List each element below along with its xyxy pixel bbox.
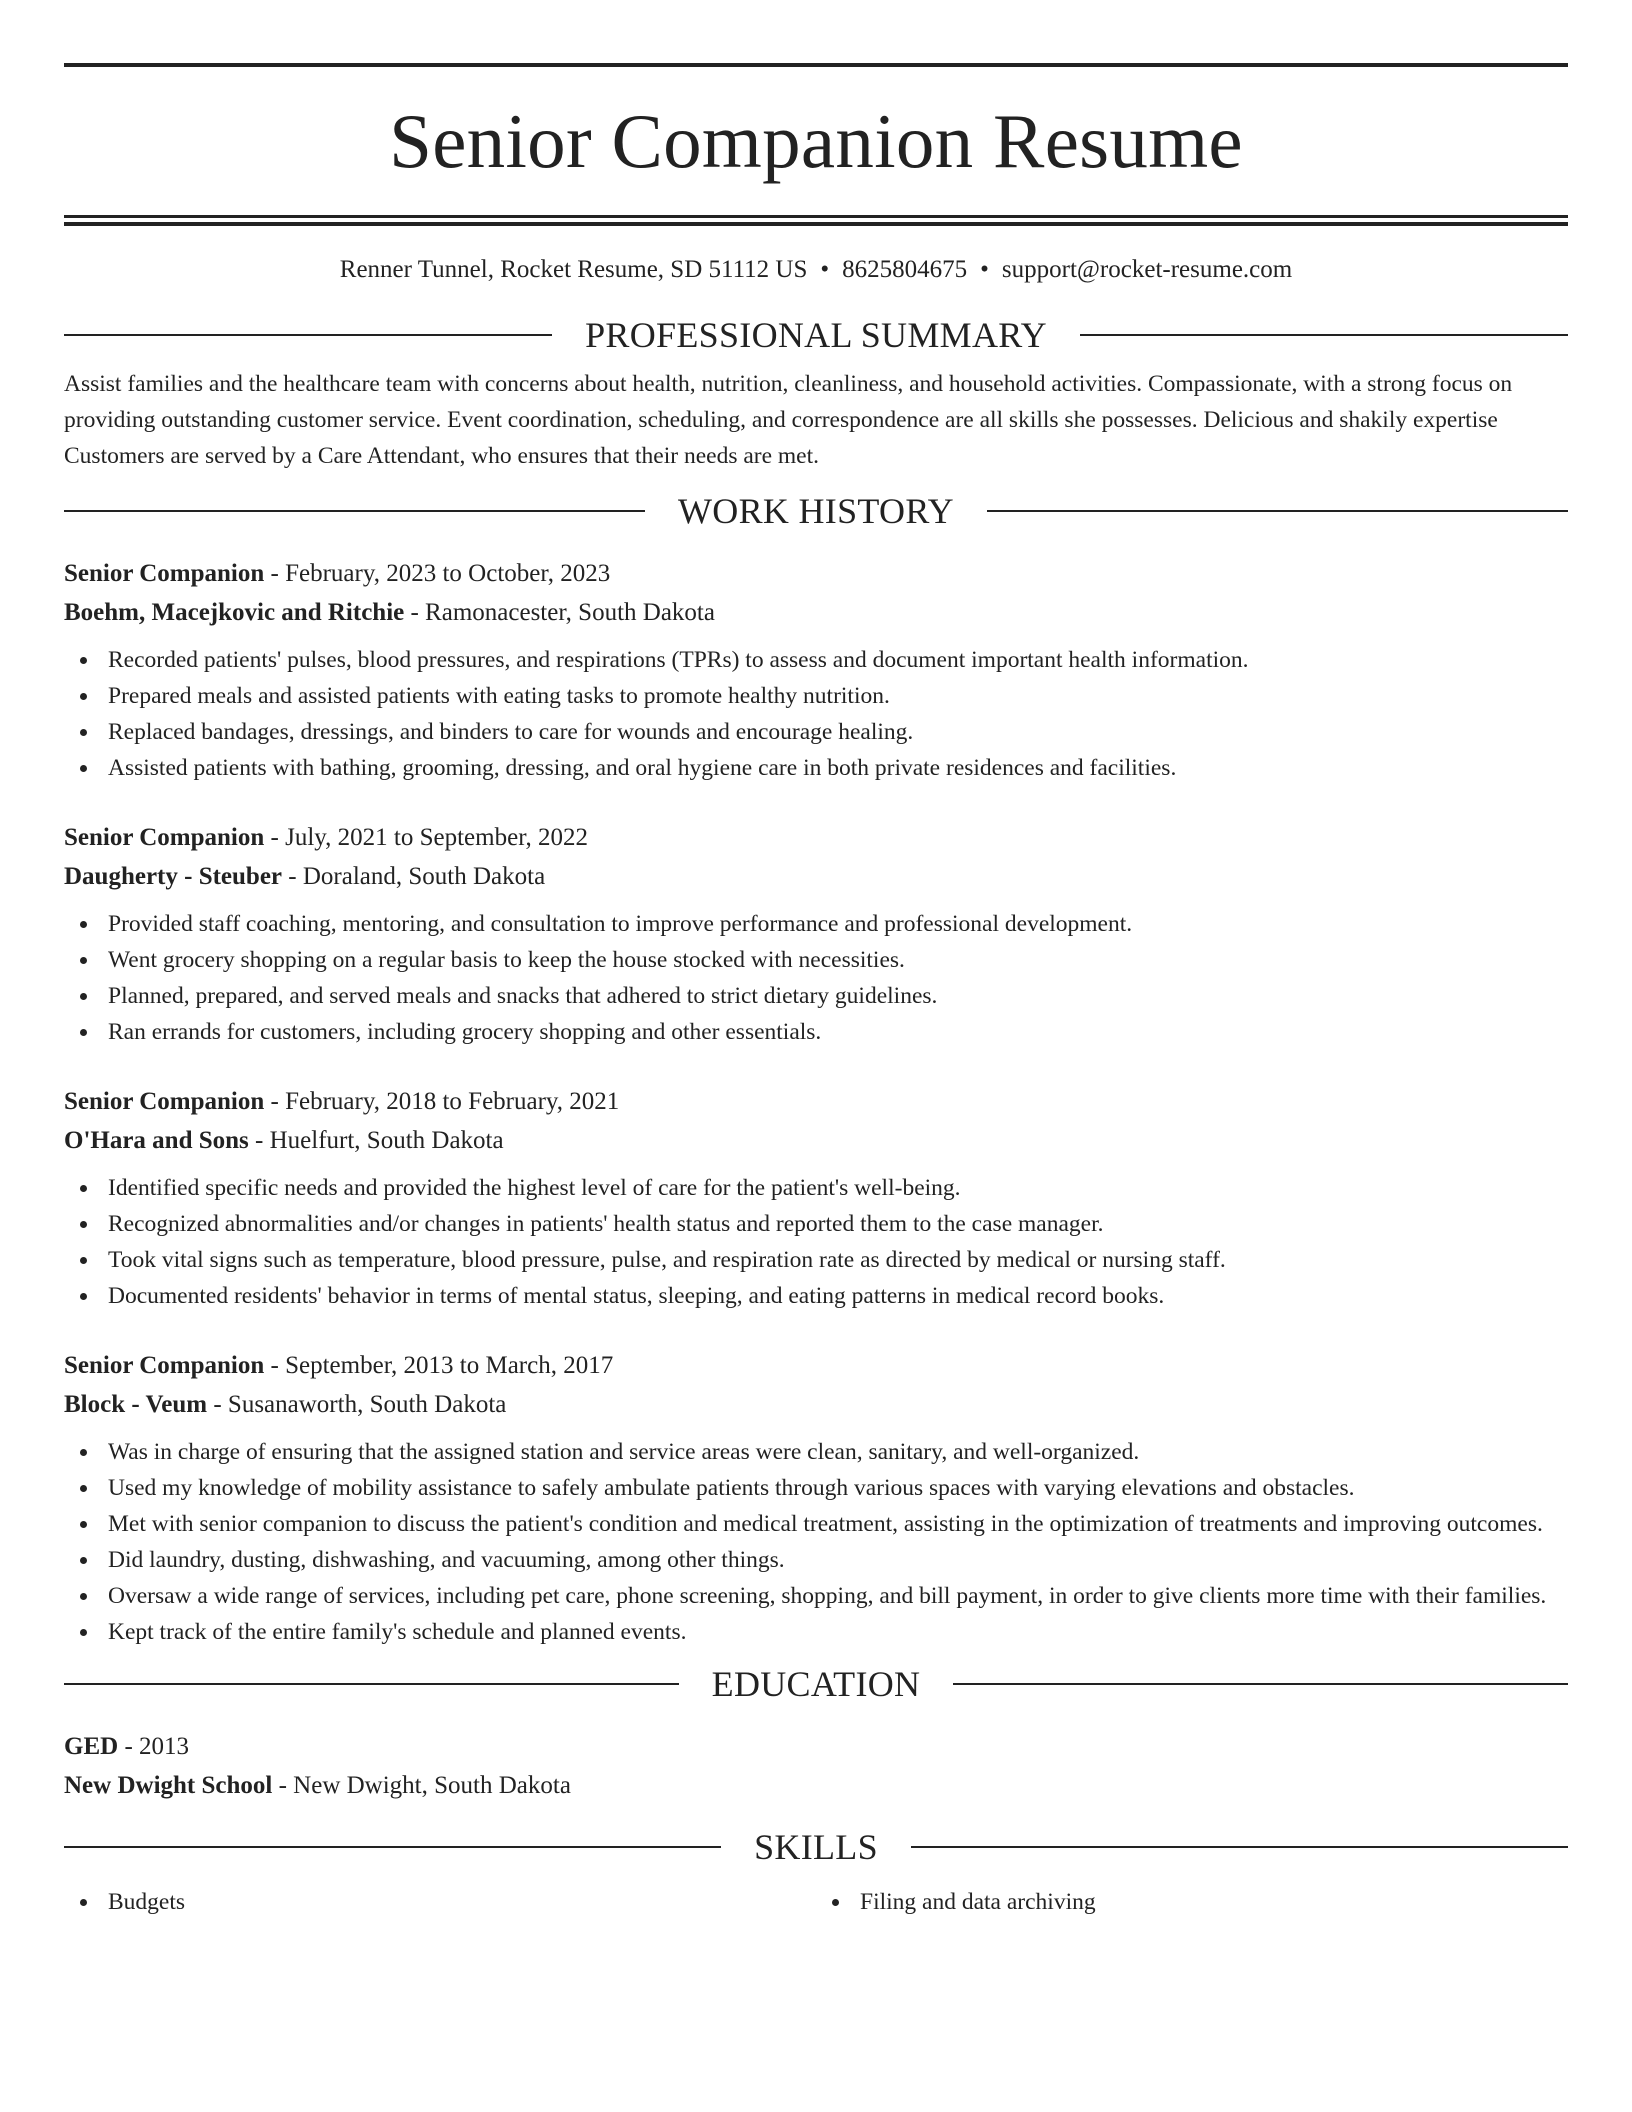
job-bullet: Recorded patients' pulses, blood pressures, and respirations (TPRs) to assess and document important health information.	[64, 642, 1568, 678]
heading-rule	[987, 510, 1568, 512]
contact-phone: 8625804675	[842, 256, 968, 283]
job-entry	[64, 1346, 1568, 1650]
job-bullets	[64, 1434, 1568, 1650]
contact-separator: •	[820, 256, 830, 283]
education-heading: EDUCATION	[711, 1664, 921, 1704]
job-location: - Ramonacester, South Dakota	[404, 599, 715, 626]
job-bullet: Planned, prepared, and served meals and snacks that adhered to strict dietary guidelines.	[64, 978, 1568, 1014]
job-bullet: Documented residents' behavior in terms of mental status, sleeping, and eating patterns in medical record books.	[64, 1278, 1568, 1314]
section-heading-skills	[64, 1826, 1568, 1868]
job-title: Senior Companion	[64, 1352, 265, 1379]
job-location: - Doraland, South Dakota	[282, 863, 546, 890]
job-entry	[64, 818, 1568, 1050]
skills-column-right	[816, 1884, 1568, 1920]
job-company: Boehm, Macejkovic and Ritchie	[64, 599, 405, 626]
job-dates: - February, 2018 to February, 2021	[264, 1088, 620, 1115]
job-title: Senior Companion	[64, 1088, 265, 1115]
job-bullet: Did laundry, dusting, dishwashing, and vacuuming, among other things.	[64, 1542, 1568, 1578]
education-school-line	[64, 1766, 1568, 1805]
heading-rule	[64, 334, 552, 336]
job-title-line	[64, 554, 1568, 593]
job-bullets	[64, 1170, 1568, 1314]
resume-title: Senior Companion Resume	[389, 98, 1243, 184]
job-company-line	[64, 857, 1568, 896]
contact-email: support@rocket-resume.com	[1001, 256, 1293, 283]
skill-item: Budgets	[64, 1884, 816, 1920]
job-bullets	[64, 642, 1568, 786]
work-heading: WORK HISTORY	[678, 491, 954, 531]
job-entry	[64, 1082, 1568, 1314]
section-heading-education	[64, 1663, 1568, 1705]
education-school: New Dwight School	[64, 1772, 273, 1799]
section-heading-work	[64, 490, 1568, 532]
job-bullet: Used my knowledge of mobility assistance to safely ambulate patients through various spaces with varying elevations and obstacles.	[64, 1470, 1568, 1506]
summary-text: Assist families and the healthcare team with concerns about health, nutrition, cleanliness, and household activities. Compassionate, with a strong focus on providing outstanding customer service. Event coordination, scheduling, and correspondence are all skills she possesses. Delicious and shakily expertise Customers are served by a Care Attendant, who ensures that their needs are met.	[64, 371, 1513, 469]
job-title-line	[64, 1082, 1568, 1121]
job-company: O'Hara and Sons	[64, 1127, 249, 1154]
skills-heading: SKILLS	[754, 1827, 878, 1867]
job-bullet: Assisted patients with bathing, grooming, dressing, and oral hygiene care in both private residences and facilities.	[64, 750, 1568, 786]
job-bullet: Identified specific needs and provided the highest level of care for the patient's well-being.	[64, 1170, 1568, 1206]
job-company: Block - Veum	[64, 1391, 208, 1418]
job-title: Senior Companion	[64, 824, 265, 851]
job-dates: - February, 2023 to October, 2023	[264, 560, 611, 587]
heading-rule	[911, 1846, 1568, 1848]
job-company-line	[64, 1121, 1568, 1160]
job-bullet: Replaced bandages, dressings, and binders to care for wounds and encourage healing.	[64, 714, 1568, 750]
job-entry	[64, 554, 1568, 786]
section-heading-summary	[64, 314, 1568, 356]
education-degree-line	[64, 1727, 1568, 1766]
job-company-line	[64, 593, 1568, 632]
education-location: - New Dwight, South Dakota	[272, 1772, 571, 1799]
job-bullet: Provided staff coaching, mentoring, and consultation to improve performance and professional development.	[64, 906, 1568, 942]
job-bullet: Took vital signs such as temperature, blood pressure, pulse, and respiration rate as directed by medical or nursing staff.	[64, 1242, 1568, 1278]
job-list	[64, 554, 1568, 1650]
education-degree: GED	[64, 1733, 119, 1760]
job-bullet: Met with senior companion to discuss the patient's condition and medical treatment, assisting in the optimization of treatments and improving outcomes.	[64, 1506, 1568, 1542]
heading-rule	[64, 1846, 721, 1848]
job-bullet: Ran errands for customers, including grocery shopping and other essentials.	[64, 1014, 1568, 1050]
job-location: - Huelfurt, South Dakota	[248, 1127, 504, 1154]
job-bullet: Recognized abnormalities and/or changes in patients' health status and reported them to the case manager.	[64, 1206, 1568, 1242]
job-bullets	[64, 906, 1568, 1050]
job-location: - Susanaworth, South Dakota	[207, 1391, 507, 1418]
job-company-line	[64, 1385, 1568, 1424]
job-bullet: Prepared meals and assisted patients with eating tasks to promote healthy nutrition.	[64, 678, 1568, 714]
top-rule	[64, 63, 1568, 67]
skills-column-left	[64, 1884, 816, 1920]
heading-rule	[64, 510, 645, 512]
title-double-rule	[64, 215, 1568, 226]
job-title: Senior Companion	[64, 560, 265, 587]
job-bullet: Went grocery shopping on a regular basis to keep the house stocked with necessities.	[64, 942, 1568, 978]
job-company: Daugherty - Steuber	[64, 863, 283, 890]
summary-heading: PROFESSIONAL SUMMARY	[585, 315, 1047, 355]
job-bullet: Was in charge of ensuring that the assigned station and service areas were clean, sanitary, and well-organized.	[64, 1434, 1568, 1470]
education-year: - 2013	[118, 1733, 190, 1760]
education-entry	[64, 1727, 1568, 1805]
job-bullet: Oversaw a wide range of services, including pet care, phone screening, shopping, and bill payment, in order to give clients more time with their families.	[64, 1578, 1568, 1614]
heading-rule	[1080, 334, 1568, 336]
skill-item: Filing and data archiving	[816, 1884, 1568, 1920]
job-bullet: Kept track of the entire family's schedule and planned events.	[64, 1614, 1568, 1650]
contact-address: Renner Tunnel, Rocket Resume, SD 51112 US	[339, 256, 808, 283]
job-dates: - September, 2013 to March, 2017	[264, 1352, 614, 1379]
heading-rule	[64, 1683, 679, 1685]
job-title-line	[64, 818, 1568, 857]
contact-separator: •	[980, 256, 989, 283]
skills-grid	[64, 1884, 1568, 1920]
job-dates: - July, 2021 to September, 2022	[264, 824, 589, 851]
heading-rule	[953, 1683, 1568, 1685]
job-title-line	[64, 1346, 1568, 1385]
contact-line	[64, 253, 1568, 287]
